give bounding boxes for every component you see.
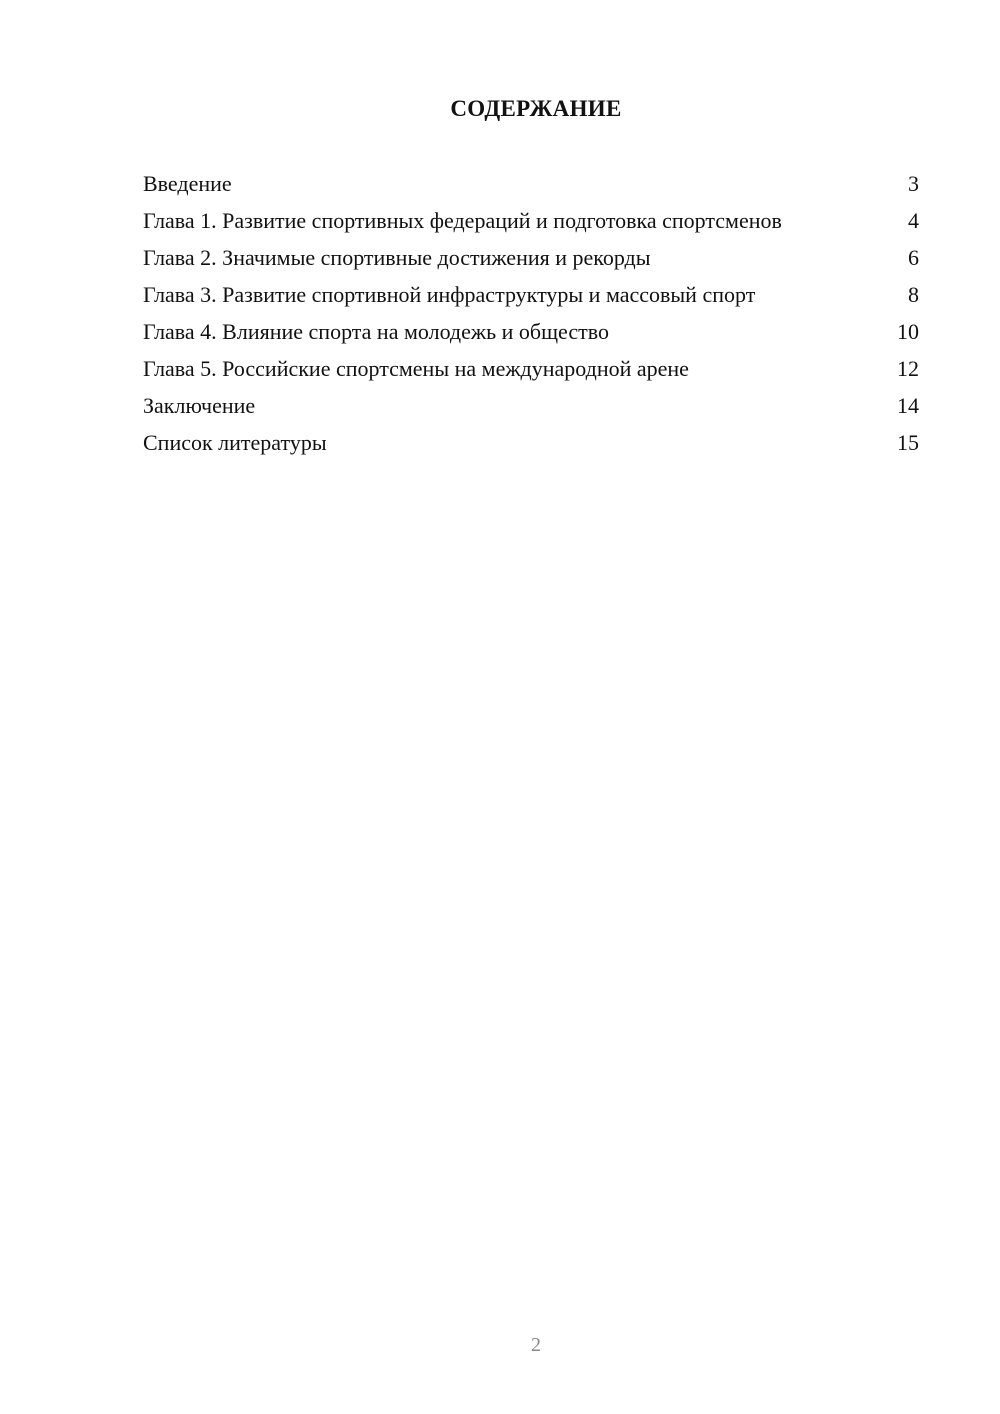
toc-entry-text: Глава 4. Влияние спорта на молодежь и общество bbox=[143, 319, 609, 344]
toc-entry-page: 4 bbox=[908, 208, 919, 233]
toc-entry-text: Глава 5. Российские спортсмены на международной арене bbox=[143, 356, 689, 381]
toc-entry-chapter-1 bbox=[143, 207, 919, 234]
toc-entry-conclusion bbox=[143, 392, 919, 419]
toc-entry-chapter-3 bbox=[143, 281, 919, 308]
toc-entry-text: Заключение bbox=[143, 393, 256, 418]
toc-entry-page: 8 bbox=[908, 282, 919, 307]
toc-entry-page: 3 bbox=[908, 171, 919, 196]
toc-entry-text: Глава 3. Развитие спортивной инфраструктуры и массовый спорт bbox=[143, 282, 756, 307]
toc-entry-references bbox=[143, 429, 919, 456]
toc-entry-text: Глава 1. Развитие спортивных федераций и подготовка спортсменов bbox=[143, 208, 782, 233]
toc-entry-introduction bbox=[143, 170, 919, 197]
toc-entry-text: Введение bbox=[143, 171, 232, 196]
toc-entry-page: 14 bbox=[897, 393, 919, 418]
toc-entry-chapter-2 bbox=[143, 244, 919, 271]
toc-list bbox=[143, 170, 919, 466]
toc-entry-page: 12 bbox=[897, 356, 919, 381]
page-number: 2 bbox=[531, 1334, 541, 1356]
toc-title: СОДЕРЖАНИЕ bbox=[450, 96, 622, 121]
toc-entry-text: Глава 2. Значимые спортивные достижения и рекорды bbox=[143, 245, 651, 270]
toc-entry-page: 6 bbox=[908, 245, 919, 270]
toc-entry-text: Список литературы bbox=[143, 430, 327, 455]
toc-entry-chapter-4 bbox=[143, 318, 919, 345]
toc-entry-page: 15 bbox=[897, 430, 919, 455]
toc-entry-chapter-5 bbox=[143, 355, 919, 382]
toc-entry-page: 10 bbox=[897, 319, 919, 344]
